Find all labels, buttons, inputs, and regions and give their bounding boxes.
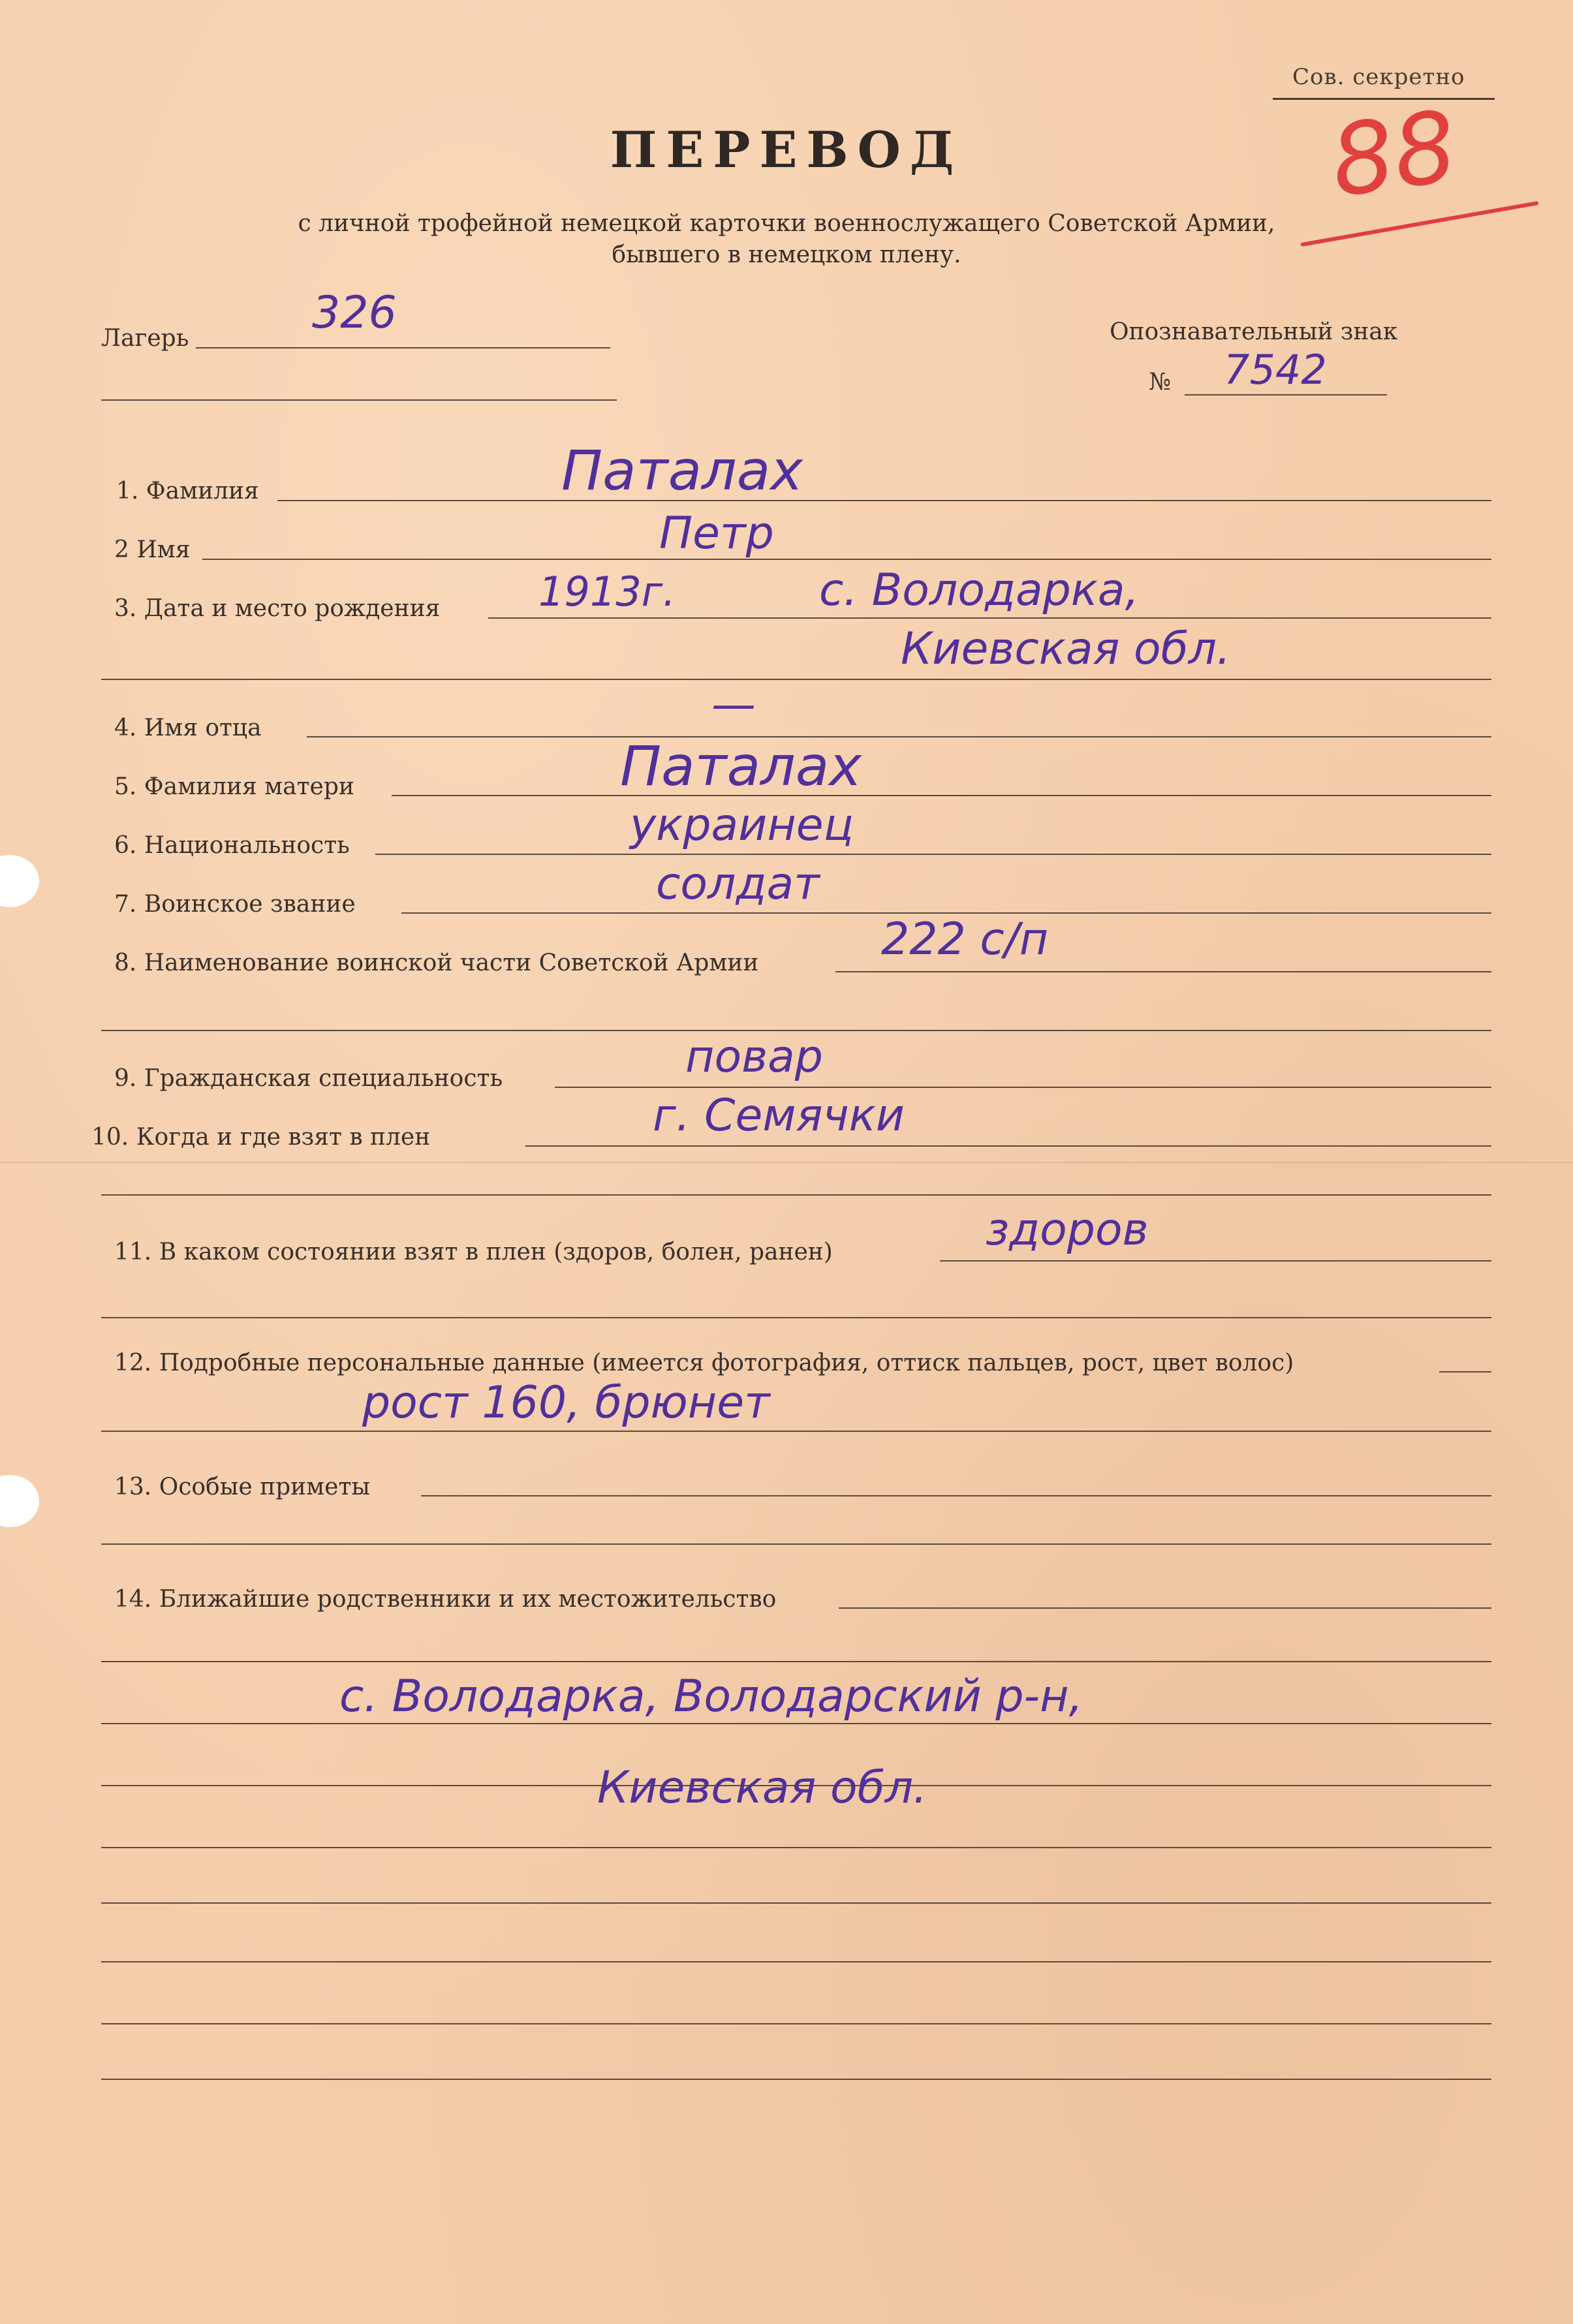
field-10-rule-2	[101, 1194, 1491, 1196]
field-13-label: 13. Особые приметы	[114, 1474, 371, 1500]
field-9-value: повар	[685, 1031, 823, 1083]
fold-crease	[0, 1162, 1573, 1164]
field-1-rule	[277, 500, 1491, 501]
field-4-rule	[307, 736, 1491, 737]
field-4-value: —	[711, 679, 756, 730]
punch-hole	[0, 855, 39, 907]
id-tag-value: 7542	[1224, 346, 1327, 394]
field-8-label: 8. Наименование воинской части Советской Армии	[114, 950, 759, 976]
id-tag-rule	[1185, 394, 1387, 395]
field-6-label: 6. Национальность	[114, 832, 350, 859]
field-5-label: 5. Фамилия матери	[114, 773, 354, 800]
camp-rule-2	[101, 399, 617, 401]
field-3-year: 1913г.	[538, 568, 676, 615]
field-11-rule	[940, 1260, 1491, 1262]
field-13-rule-2	[101, 1543, 1491, 1545]
field-1-value: Паталах	[561, 439, 803, 503]
field-2-label: 2 Имя	[114, 536, 191, 563]
camp-label: Лагерь	[101, 325, 189, 352]
subtitle-line-1: с личной трофейной немецкой карточки военнослужащего Советской Армии,	[298, 210, 1275, 237]
camp-value: 326	[312, 287, 397, 339]
field-14-value-1: с. Володарка, Володарский р-н,	[339, 1671, 1083, 1722]
field-3-place-1: с. Володарка,	[819, 565, 1140, 616]
classification-mark: Сов. секретно	[1292, 64, 1465, 90]
field-14-rule-5	[101, 1847, 1491, 1848]
field-7-label: 7. Воинское звание	[114, 891, 356, 918]
field-12-rule-2	[101, 1431, 1491, 1432]
field-8-rule	[835, 971, 1491, 972]
field-10-label: 10. Когда и где взят в плен	[91, 1124, 431, 1151]
field-10-value: г. Семячки	[653, 1090, 905, 1141]
field-14-rule-7	[101, 1961, 1491, 1962]
punch-hole	[0, 1475, 39, 1527]
field-11-rule-2	[101, 1317, 1491, 1318]
red-stamp-number: 88	[1324, 89, 1464, 220]
field-3-label: 3. Дата и место рождения	[114, 595, 441, 622]
field-11-value: здоров	[986, 1204, 1149, 1256]
field-14-rule-3	[101, 1723, 1491, 1724]
field-8-value: 222 с/п	[881, 914, 1049, 965]
field-12-rule	[1439, 1371, 1491, 1372]
field-14-rule-8	[101, 2023, 1491, 2024]
field-3-rule	[488, 617, 1491, 619]
subtitle-line-2: бывшего в немецком плену.	[612, 241, 961, 268]
field-6-rule	[375, 854, 1491, 855]
id-tag-number-label: №	[1149, 369, 1172, 395]
field-12-label: 12. Подробные персональные данные (имеется фотография, оттиск пальцев, рост, цвет волос)	[114, 1350, 1294, 1376]
field-12-value: рост 160, брюнет	[362, 1377, 770, 1429]
field-7-value: солдат	[656, 858, 820, 910]
field-1-label: 1. Фамилия	[116, 478, 259, 504]
field-14-rule-6	[101, 1902, 1491, 1904]
field-14-value-2: Киевская обл.	[597, 1762, 927, 1814]
field-13-rule	[421, 1495, 1491, 1496]
field-6-value: украинец	[630, 799, 854, 851]
field-4-label: 4. Имя отца	[114, 715, 262, 741]
field-2-rule	[202, 559, 1491, 560]
field-5-rule	[392, 795, 1491, 796]
page-title: ПЕРЕВОД	[610, 121, 963, 179]
field-9-rule	[555, 1087, 1491, 1088]
field-11-label: 11. В каком состоянии взят в плен (здоров, болен, ранен)	[114, 1239, 833, 1265]
field-14-label: 14. Ближайшие родственники и их местожительство	[114, 1586, 777, 1613]
camp-rule	[196, 347, 610, 349]
field-14-rule-2	[101, 1661, 1491, 1662]
field-3-rule-2	[101, 679, 1491, 680]
field-10-rule	[525, 1145, 1491, 1147]
field-14-rule-9	[101, 2079, 1491, 2080]
id-tag-label: Опознавательный знак	[1110, 318, 1398, 345]
field-2-value: Петр	[659, 508, 774, 559]
field-14-rule	[839, 1607, 1491, 1609]
field-3-place-2: Киевская обл.	[901, 623, 1231, 675]
field-5-value: Паталах	[620, 734, 862, 798]
field-9-label: 9. Гражданская специальность	[114, 1065, 503, 1092]
